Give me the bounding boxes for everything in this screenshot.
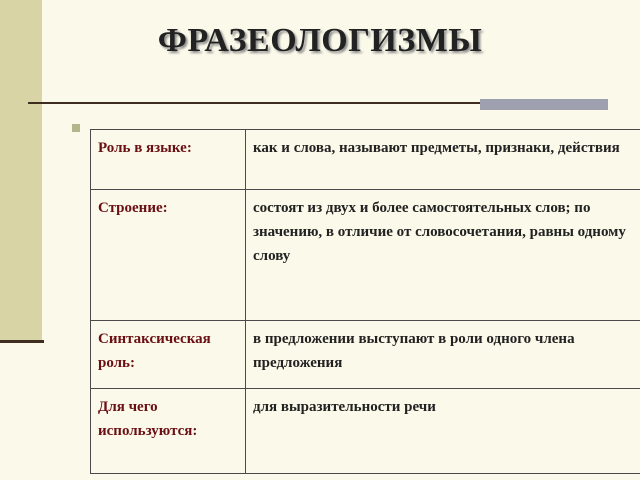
row-description-purpose: для выразительности речи: [246, 389, 640, 474]
row-description-role-in-language: как и слова, называют предметы, признаки, действия: [246, 130, 640, 190]
row-term-structure: Строение:: [91, 190, 246, 321]
row-description-structure: состоят из двух и более самостоятельных слов; по значению, в отличие от словосочетания, равны одному слову: [246, 190, 640, 321]
table-row: [91, 190, 640, 321]
table-row: [91, 389, 640, 474]
phraseology-table: [90, 129, 640, 474]
slide-title: ФРАЗЕОЛОГИЗМЫ: [157, 22, 483, 59]
row-description-syntactic-role: в предложении выступают в роли одного члена предложения: [246, 321, 640, 389]
title-divider-accent: [480, 99, 608, 110]
row-term-purpose: Для чего используются:: [91, 389, 246, 474]
table-row: [91, 321, 640, 389]
bullet-square-icon: [72, 124, 80, 132]
row-term-role-in-language: Роль в языке:: [91, 130, 246, 190]
row-term-syntactic-role: Синтаксическая роль:: [91, 321, 246, 389]
decorative-left-bar-underline: [0, 340, 44, 343]
table-row: [91, 130, 640, 190]
